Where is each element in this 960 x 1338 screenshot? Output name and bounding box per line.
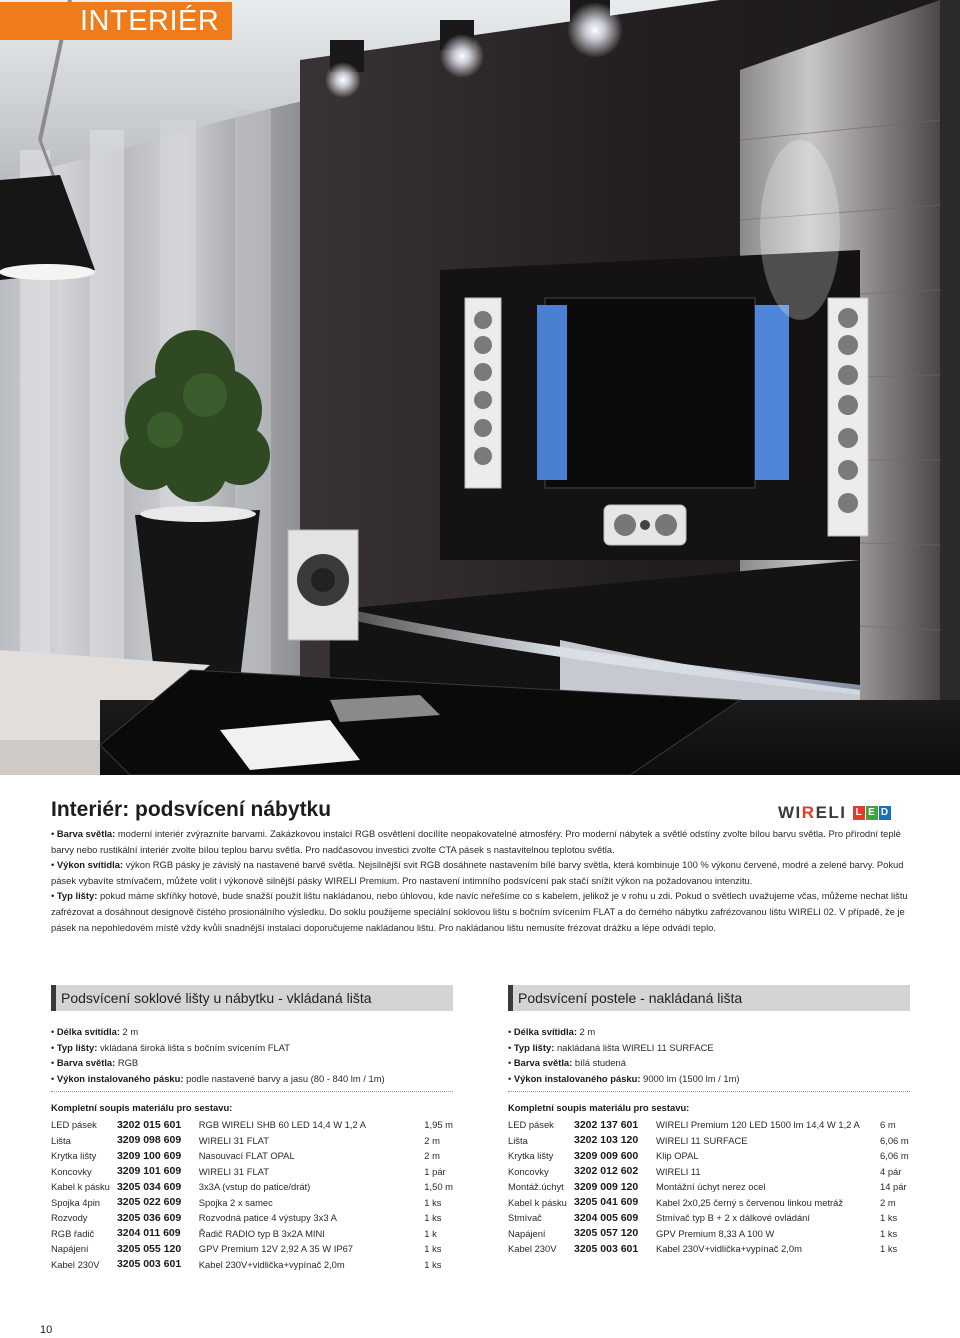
right-block-heading: Podsvícení postele - nakládaná lišta <box>508 985 910 1011</box>
material-item: Montáž.úchyt <box>508 1181 564 1193</box>
material-row <box>508 1117 910 1133</box>
material-row <box>51 1179 453 1195</box>
material-row <box>508 1133 910 1149</box>
material-code: 3205 003 601 <box>116 1258 182 1271</box>
material-quantity: 1 ks <box>424 1243 442 1255</box>
right-materials-title: Kompletní soupis materiálu pro sestavu: <box>508 1102 690 1113</box>
material-code: 3205 057 120 <box>574 1227 639 1240</box>
material-quantity: 1,50 m <box>424 1181 453 1193</box>
material-description: Řadič RADIO typ B 3x2A MINI <box>198 1227 325 1239</box>
material-code: 3209 009 120 <box>574 1180 639 1193</box>
right-divider <box>508 1091 910 1092</box>
material-description: Stmívač typ B + 2 x dálkové ovládání <box>656 1212 810 1224</box>
material-description: WIRELI 31 FLAT <box>198 1134 269 1146</box>
material-code: 3205 003 601 <box>574 1242 639 1255</box>
material-description: WIRELI Premium 120 LED 1500 lm 14,4 W 1,2 A <box>656 1119 860 1131</box>
material-item: Krytka lišty <box>51 1150 97 1162</box>
material-code: 3204 005 609 <box>574 1211 639 1224</box>
material-quantity: 1 pár <box>424 1165 446 1177</box>
material-code: 3205 036 609 <box>116 1211 182 1224</box>
material-quantity: 1 ks <box>424 1258 442 1270</box>
right-materials-table <box>508 1117 910 1257</box>
material-description: Montážní úchyt nerez ocel <box>656 1181 766 1193</box>
material-code: 3209 100 609 <box>116 1149 182 1162</box>
material-row <box>51 1241 453 1257</box>
material-row <box>508 1241 910 1257</box>
material-code: 3202 137 601 <box>574 1118 639 1131</box>
material-row <box>51 1117 453 1133</box>
material-row <box>51 1195 453 1211</box>
material-quantity: 1 k <box>424 1227 437 1239</box>
material-row <box>508 1148 910 1164</box>
material-item: Spojka 4pin <box>51 1196 100 1208</box>
material-quantity: 6,06 m <box>880 1134 909 1146</box>
material-quantity: 6,06 m <box>880 1150 909 1162</box>
page-number: 10 <box>40 1324 53 1336</box>
material-code: 3205 022 609 <box>116 1196 182 1209</box>
wireli-led-logo <box>778 804 912 822</box>
material-quantity: 1 ks <box>880 1227 898 1239</box>
material-item: Koncovky <box>51 1165 92 1177</box>
material-description: Kabel 2x0,25 černý s červenou linkou metráž <box>656 1196 844 1208</box>
material-item: Kabel k pásku <box>508 1196 567 1208</box>
material-description: Kabel 230V+vidlička+vypínač 2,0m <box>198 1258 345 1270</box>
material-item: Koncovky <box>508 1165 549 1177</box>
left-spec-color: • Barva světla: RGB <box>51 1057 139 1069</box>
left-spec-length: • Délka svítidla: 2 m <box>51 1026 139 1037</box>
left-materials-table <box>51 1117 453 1272</box>
section-tag: INTERIÉR <box>0 2 232 40</box>
material-description: Rozvodná patice 4 výstupy 3x3 A <box>198 1212 337 1224</box>
material-quantity: 4 pár <box>880 1165 902 1177</box>
intro-paragraph-power: • Výkon svítidla: výkon RGB pásky je závislý na nastavené barvě světla. Nejsilnější svit RGB dosáhnete nastavením bílé barvy světla, která kombinuje 100 % výkonu červené, modré a zelené barvy. Pokud pásek vybavíte stmívačem, můžete volit i výkonově silnější pásky WIRELI Premium. Pro nastavení intimního podsvícení pak stačí snížit výkon na požadovanou intenzitu. <box>51 859 904 886</box>
left-spec-profile: • Typ lišty: vkládaná široká lišta s bočním svícením FLAT <box>51 1041 290 1053</box>
material-row <box>508 1179 910 1195</box>
material-description: 3x3A (vstup do patice/drát) <box>198 1181 311 1193</box>
material-item: Napájení <box>51 1243 89 1255</box>
logo-wordmark: WIRELI <box>778 803 847 822</box>
right-spec-length: • Délka svítidla: 2 m <box>508 1026 596 1037</box>
material-item: Napájení <box>508 1227 546 1239</box>
material-item: Rozvody <box>51 1212 88 1224</box>
material-code: 3209 101 609 <box>116 1165 182 1178</box>
left-spec-output: • Výkon instalovaného pásku: podle nastavené barvy a jasu (80 - 840 lm / 1m) <box>51 1072 385 1084</box>
logo-led-badge: L E D <box>853 806 892 820</box>
material-quantity: 6 m <box>880 1119 896 1131</box>
material-quantity: 2 m <box>424 1150 440 1162</box>
material-item: Kabel 230V <box>508 1243 557 1255</box>
material-description: Klip OPAL <box>656 1150 699 1162</box>
material-code: 3202 015 601 <box>116 1118 182 1131</box>
material-description: WIRELI 11 SURFACE <box>656 1134 748 1146</box>
material-code: 3209 009 600 <box>574 1149 639 1162</box>
material-code: 3209 098 609 <box>116 1134 182 1147</box>
material-code: 3205 034 609 <box>116 1180 182 1193</box>
material-item: Lišta <box>508 1134 528 1146</box>
material-row <box>51 1210 453 1226</box>
left-block-heading: Podsvícení soklové lišty u nábytku - vkládaná lišta <box>51 985 453 1011</box>
material-quantity: 1 ks <box>880 1212 898 1224</box>
material-row <box>508 1210 910 1226</box>
left-divider <box>51 1091 453 1092</box>
material-row <box>51 1133 453 1149</box>
material-description: Nasouvací FLAT OPAL <box>198 1150 295 1162</box>
material-row <box>508 1195 910 1211</box>
material-description: GPV Premium 12V 2,92 A 35 W IP67 <box>198 1243 354 1255</box>
material-quantity: 1 ks <box>424 1196 442 1208</box>
material-quantity: 2 m <box>424 1134 440 1146</box>
right-spec-profile: • Typ lišty: nakládaná lišta WIRELI 11 SURFACE <box>508 1041 714 1053</box>
material-quantity: 1,95 m <box>424 1119 453 1131</box>
material-code: 3202 103 120 <box>574 1134 639 1147</box>
intro-paragraph-profile-type: • Typ lišty: pokud máme skříňky hotové, bude snažší použít lištu nakládanou, nebo úhlovou, kde navíc neřešíme co s kabelem, jelikož je v rohu u zdi. Pokud o světlech uvažujeme včas, můžeme nechat lištu zafrézovat a dosáhnout designově čistého prosionálního výsledku. Do soklu použijeme speciální soklovou lištu s bočním svícením FLAT a do černého nábytku zafrézovanou lištu WIRELI 02. V případě, že je pásek na nepohledovém místě vždy kvůli snadnější instalaci doporučujeme nakládanou lištu. Pro nakládanou lištu nemusíte frézovat drážku a lépe odvádí teplo. <box>51 890 908 933</box>
material-item: Kabel 230V <box>51 1258 100 1270</box>
material-row <box>508 1164 910 1180</box>
material-code: 3202 012 602 <box>574 1165 639 1178</box>
material-description: RGB WIRELI SHB 60 LED 14,4 W 1,2 A <box>198 1119 367 1131</box>
material-row <box>51 1164 453 1180</box>
material-item: Lišta <box>51 1134 71 1146</box>
material-item: LED pásek <box>51 1119 97 1131</box>
material-item: Krytka lišty <box>508 1150 554 1162</box>
material-code: 3205 041 609 <box>574 1196 639 1209</box>
material-description: Kabel 230V+vidlička+vypínač 2,0m <box>656 1243 802 1255</box>
material-description: WIRELI 11 <box>656 1165 701 1177</box>
right-spec-color: • Barva světla: bílá studená <box>508 1057 626 1069</box>
intro-paragraph-light-color: • Barva světla: moderní interiér zvýrazníte barvami. Zakázkovou instalcí RGB osvětlení docílíte neopakovatelné atmosféry. Pro moderní nábytek a světlé odstíny zvolte bílou barvu světla. Pro přírodní teplé barvy nebo rustikální interiér zvolte bílou teplou barvu světla. Pro nadčasovou investici zvolte CTA pásek s nastavitelnou teplotou světla. <box>51 828 901 855</box>
material-quantity: 1 ks <box>424 1212 442 1224</box>
right-spec-output: • Výkon instalovaného pásku: 9000 lm (1500 lm / 1m) <box>508 1072 740 1084</box>
material-quantity: 14 pár <box>880 1181 907 1193</box>
material-row <box>51 1226 453 1242</box>
material-item: LED pásek <box>508 1119 554 1131</box>
right-specs <box>508 1024 910 1086</box>
left-materials-title: Kompletní soupis materiálu pro sestavu: <box>51 1102 233 1113</box>
material-code: 3204 011 609 <box>116 1227 181 1240</box>
material-quantity: 1 ks <box>880 1243 898 1255</box>
material-code: 3205 055 120 <box>116 1242 182 1255</box>
material-description: GPV Premium 8,33 A 100 W <box>656 1227 775 1239</box>
material-quantity: 2 m <box>880 1196 896 1208</box>
material-description: WIRELI 31 FLAT <box>198 1165 269 1177</box>
page-title: Interiér: podsvícení nábytku <box>51 798 332 821</box>
material-item: RGB řadič <box>51 1227 95 1239</box>
material-row <box>508 1226 910 1242</box>
material-description: Spojka 2 x samec <box>198 1196 273 1208</box>
intro-text <box>51 826 913 935</box>
material-item: Kabel k pásku <box>51 1181 110 1193</box>
material-item: Stmívač <box>508 1212 542 1224</box>
material-row <box>51 1148 453 1164</box>
material-row <box>51 1257 453 1273</box>
left-specs <box>51 1024 453 1086</box>
